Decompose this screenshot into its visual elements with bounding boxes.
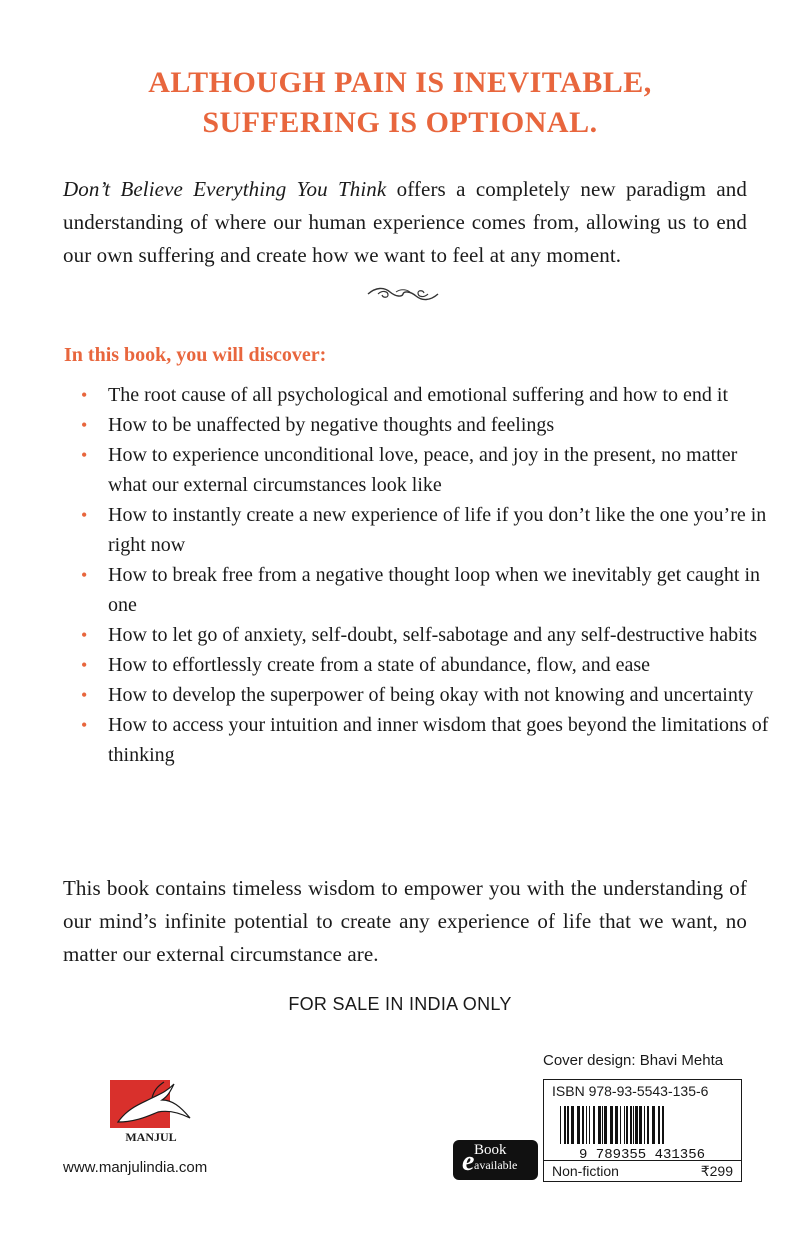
barcode-bar	[564, 1106, 566, 1144]
publisher-logo-icon	[108, 1078, 194, 1164]
list-item: • How to break free from a negative thought loop when we inevitably get caught in one	[79, 560, 769, 620]
barcode-footer	[544, 1160, 741, 1182]
list-item: • How to be unaffected by negative thoughts and feelings	[79, 410, 769, 440]
barcode-bar	[647, 1106, 649, 1144]
barcode-bar	[615, 1106, 618, 1144]
barcode-bar	[582, 1106, 584, 1144]
list-item: • How to experience unconditional love, peace, and joy in the present, no matter what our external circumstances look like	[79, 440, 769, 500]
ebook-label-line-1: Book	[474, 1142, 507, 1158]
bullet-icon: •	[81, 505, 88, 525]
barcode-bar	[644, 1106, 645, 1144]
intro-text: offers a completely new paradigm and understanding of where our human experience comes from, allowing us to end our own suffering and create how we want to feel at any moment.	[63, 177, 747, 267]
publisher-name: MANJUL	[125, 1130, 177, 1144]
price-label: ₹299	[700, 1163, 733, 1179]
bullet-icon: •	[81, 565, 88, 585]
barcode-bar	[635, 1106, 638, 1144]
barcode-bar	[589, 1106, 590, 1144]
svg-text:e: e	[462, 1146, 475, 1177]
barcode-bar	[620, 1106, 621, 1144]
barcode-bar	[610, 1106, 613, 1144]
barcode-bar	[624, 1106, 625, 1144]
barcode-bar	[577, 1106, 580, 1144]
barcode-bar	[602, 1106, 603, 1144]
barcode-bar	[626, 1106, 628, 1144]
bullet-icon: •	[81, 685, 88, 705]
barcode-bar	[560, 1106, 561, 1144]
barcode-bar	[658, 1106, 660, 1144]
barcode-bar	[571, 1106, 574, 1144]
list-item: • How to develop the superpower of being okay with not knowing and uncertainty	[79, 680, 769, 710]
barcode-digits: 9 789355 431356	[578, 1147, 706, 1160]
barcode-bar	[639, 1106, 642, 1144]
barcode-icon	[550, 1104, 735, 1160]
bullet-icon: •	[81, 415, 88, 435]
discover-list	[79, 380, 769, 770]
barcode-bar	[633, 1106, 634, 1144]
intro-paragraph	[63, 173, 747, 272]
closing-paragraph: This book contains timeless wisdom to empower you with the understanding of our mind’s infinite potential to create any experience of life that we want, no matter our external circumstance are.	[63, 876, 747, 966]
flourish-ornament-icon	[366, 283, 440, 305]
barcode-bar	[598, 1106, 601, 1144]
bullet-icon: •	[81, 625, 88, 645]
ebook-label-line-2: available	[474, 1158, 518, 1172]
book-title: Don’t Believe Everything You Think	[63, 177, 387, 201]
barcode-bar	[604, 1106, 607, 1144]
isbn-number: ISBN 978-93-5543-135-6	[552, 1083, 709, 1099]
publisher-website: www.manjulindia.com	[63, 1159, 208, 1176]
bullet-icon: •	[81, 445, 88, 465]
genre-label: Non-fiction	[552, 1163, 619, 1179]
barcode-bar	[662, 1106, 664, 1144]
barcode-bar	[630, 1106, 632, 1144]
discover-heading: In this book, you will discover:	[64, 344, 327, 366]
barcode-panel	[543, 1079, 742, 1182]
list-item: • How to effortlessly create from a state of abundance, flow, and ease	[79, 650, 769, 680]
barcode-bar	[586, 1106, 587, 1144]
list-item: • The root cause of all psychological and emotional suffering and how to end it	[79, 380, 769, 410]
list-item: • How to let go of anxiety, self-doubt, self-sabotage and any self-destructive habits	[79, 620, 769, 650]
headline-line-1: ALTHOUGH PAIN IS INEVITABLE,	[148, 66, 652, 99]
ebook-label	[474, 1143, 538, 1173]
cover-design-credit: Cover design: Bhavi Mehta	[543, 1052, 724, 1069]
sale-notice: FOR SALE IN INDIA ONLY	[288, 994, 512, 1014]
headline	[0, 63, 800, 143]
bullet-icon: •	[81, 715, 88, 735]
bullet-icon: •	[81, 655, 88, 675]
bullet-icon: •	[81, 385, 88, 405]
barcode-bar	[652, 1106, 655, 1144]
list-item: • How to access your intuition and inner wisdom that goes beyond the limitations of thinking	[79, 710, 769, 770]
headline-line-2: SUFFERING IS OPTIONAL.	[202, 106, 598, 139]
barcode-bar	[567, 1106, 569, 1144]
list-item: • How to instantly create a new experience of life if you don’t like the one you’re in right now	[79, 500, 769, 560]
barcode-bar	[593, 1106, 595, 1144]
